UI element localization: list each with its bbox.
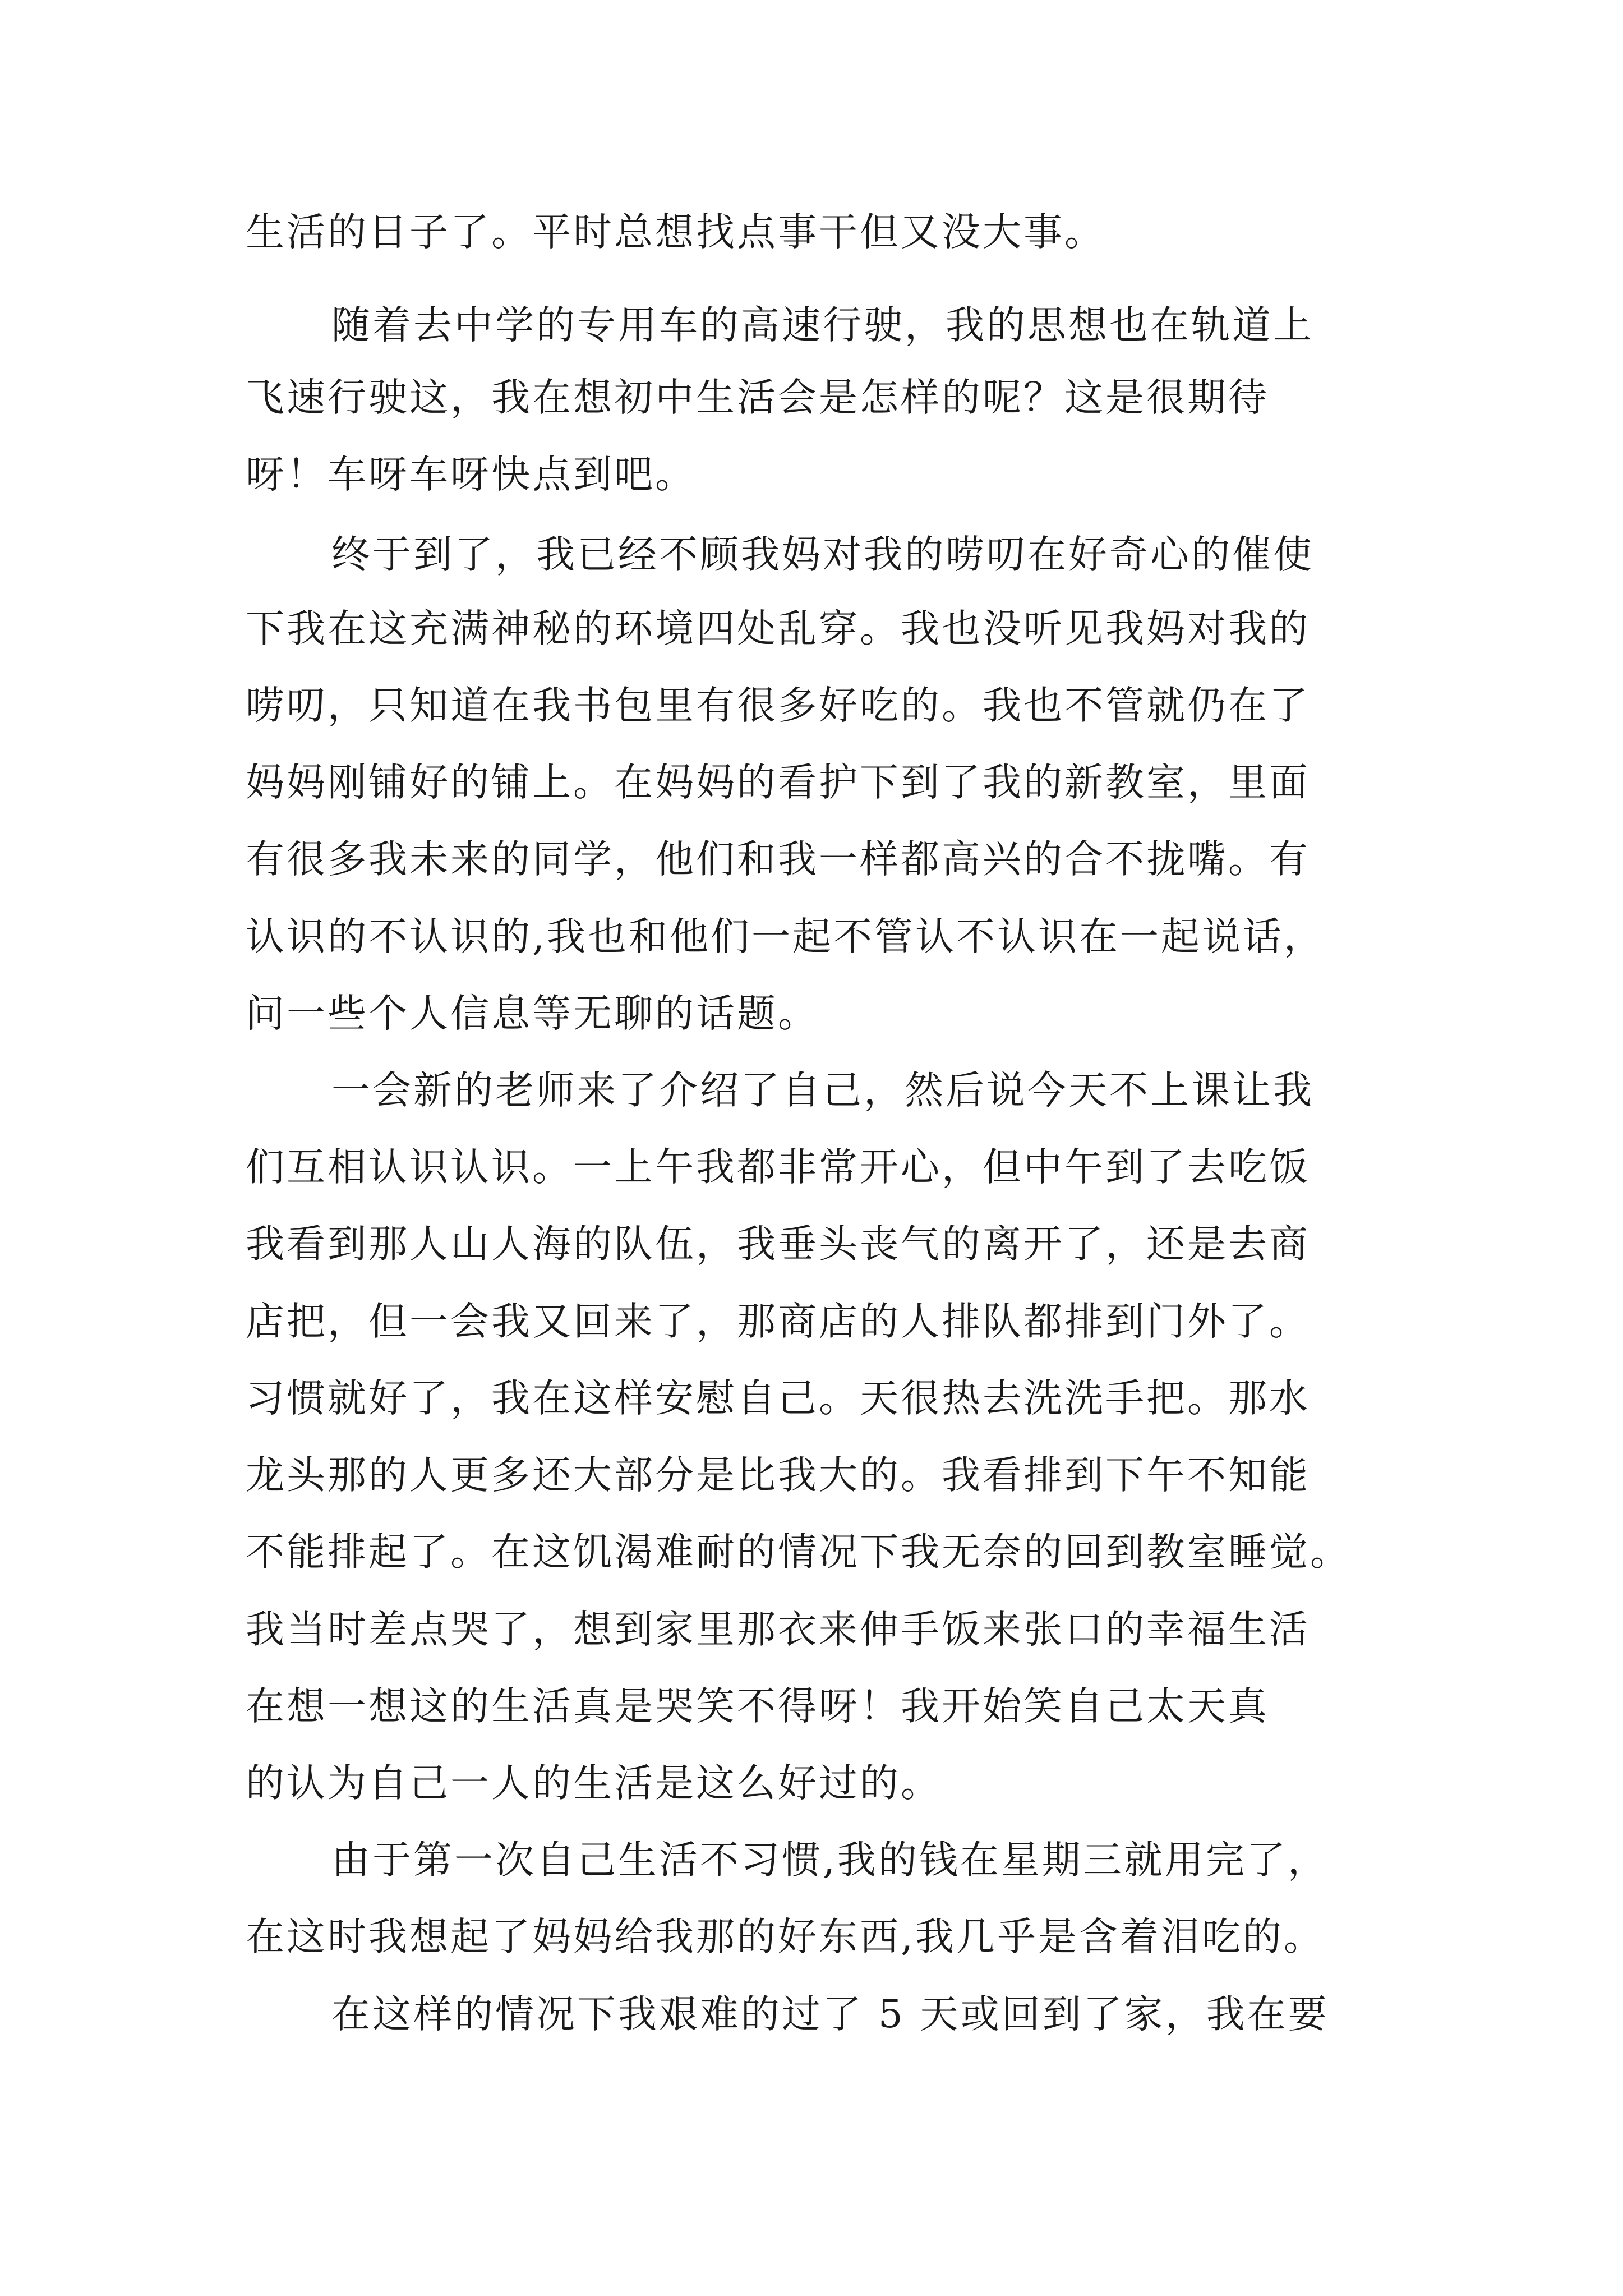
text-line: 由于第一次自己生活不习惯,我的钱在星期三就用完了， xyxy=(331,1838,1329,1883)
text-line: 妈妈刚铺好的铺上。在妈妈的看护下到了我的新教室，里面 xyxy=(246,760,1310,805)
text-line: 呀！车呀车呀快点到吧。 xyxy=(246,452,696,497)
text-line: 店把，但一会我又回来了，那商店的人排队都排到门外了。 xyxy=(246,1299,1310,1344)
text-line: 飞速行驶这，我在想初中生活会是怎样的呢？这是很期待 xyxy=(246,375,1269,420)
text-line: 我当时差点哭了，想到家里那衣来伸手饭来张口的幸福生活 xyxy=(246,1607,1310,1652)
text-line: 在想一想这的生活真是哭笑不得呀！我开始笑自己太天真 xyxy=(246,1684,1269,1729)
text-line: 下我在这充满神秘的环境四处乱穿。我也没听见我妈对我的 xyxy=(246,606,1310,651)
text-line: 习惯就好了，我在这样安慰自己。天很热去洗洗手把。那水 xyxy=(246,1376,1310,1421)
text-line: 在这样的情况下我艰难的过了 5 天或回到了家，我在要 xyxy=(331,1992,1329,2037)
text-line: 认识的不认识的,我也和他们一起不管认不认识在一起说话， xyxy=(246,914,1325,959)
text-line: 终于到了，我已经不顾我妈对我的唠叨在好奇心的催使 xyxy=(331,532,1314,577)
text-line: 生活的日子了。平时总想找点事干但又没大事。 xyxy=(246,210,1105,255)
text-line: 的认为自己一人的生活是这么好过的。 xyxy=(246,1761,942,1806)
text-line: 有很多我未来的同学，他们和我一样都高兴的合不拢嘴。有 xyxy=(246,837,1310,882)
text-line: 在这时我想起了妈妈给我那的好东西,我几乎是含着泪吃的。 xyxy=(246,1915,1325,1959)
text-line: 龙头那的人更多还大部分是比我大的。我看排到下午不知能 xyxy=(246,1453,1310,1498)
text-line: 们互相认识认识。一上午我都非常开心，但中午到了去吃饭 xyxy=(246,1145,1310,1190)
text-line: 问一些个人信息等无聊的话题。 xyxy=(246,991,819,1036)
text-line: 不能排起了。在这饥渴难耐的情况下我无奈的回到教室睡觉。 xyxy=(246,1530,1351,1575)
text-line: 一会新的老师来了介绍了自己，然后说今天不上课让我 xyxy=(331,1068,1314,1113)
text-line: 唠叨，只知道在我书包里有很多好吃的。我也不管就仍在了 xyxy=(246,683,1310,728)
text-line: 随着去中学的专用车的高速行驶，我的思想也在轨道上 xyxy=(331,303,1314,348)
text-line: 我看到那人山人海的队伍，我垂头丧气的离开了，还是去商 xyxy=(246,1222,1310,1267)
